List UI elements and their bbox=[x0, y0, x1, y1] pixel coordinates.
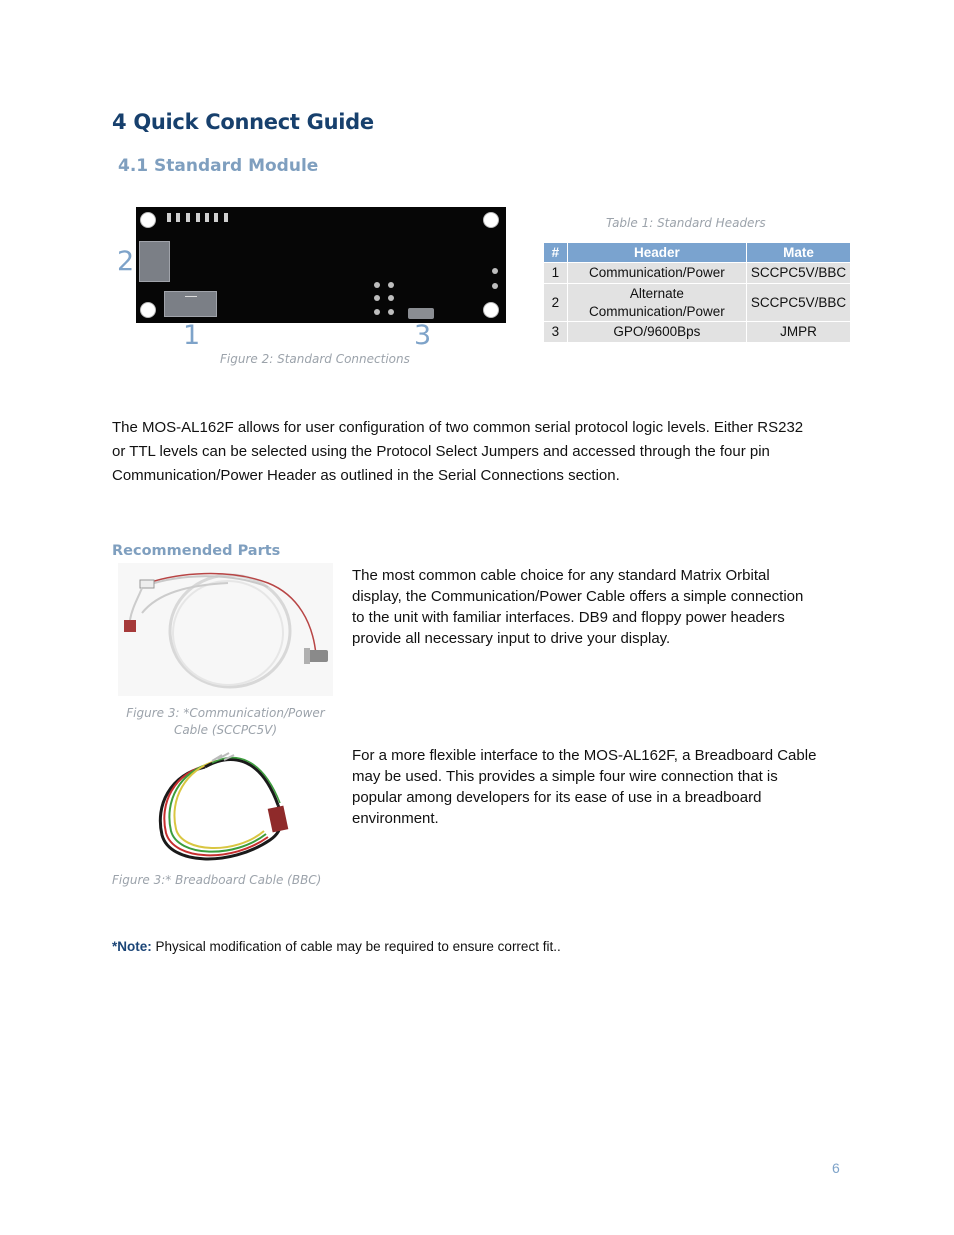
cell-header bbox=[567, 284, 746, 322]
cell-header-line: Communication/Power bbox=[589, 303, 725, 319]
description-line: provide all necessary input to drive your display. bbox=[352, 630, 671, 647]
intro-paragraph bbox=[112, 416, 852, 488]
figure-2-caption: Figure 2: Standard Connections bbox=[220, 352, 410, 366]
breadboard-cable-image bbox=[150, 745, 300, 870]
board-pad bbox=[492, 283, 498, 289]
lcd-pin bbox=[205, 213, 209, 222]
intro-line: or TTL levels can be selected using the Protocol Select Jumpers and accessed through the four pin bbox=[112, 443, 770, 460]
cell-mate: SCCPC5V/BBC bbox=[747, 263, 851, 284]
jumper-header bbox=[408, 308, 434, 319]
note bbox=[112, 939, 561, 954]
cell-mate: SCCPC5V/BBC bbox=[747, 284, 851, 322]
note-label: *Note: bbox=[112, 939, 152, 954]
figure-3a-caption-line: Cable (SCCPC5V) bbox=[173, 723, 278, 737]
alt-header-block bbox=[139, 241, 170, 282]
comm-power-cable-description bbox=[352, 565, 847, 649]
column-header-mate: Mate bbox=[747, 243, 851, 263]
lcd-pin bbox=[196, 213, 200, 222]
section-subtitle: 4.1 Standard Module bbox=[118, 156, 319, 176]
standard-headers-table bbox=[543, 242, 851, 343]
figure-label-2: 2 bbox=[117, 246, 135, 277]
description-line: popular among developers for its ease of use in a breadboard bbox=[352, 789, 762, 806]
table-1-caption: Table 1: Standard Headers bbox=[606, 216, 766, 230]
note-text: Physical modification of cable may be required to ensure correct fit.. bbox=[151, 939, 561, 954]
cell-mate: JMPR bbox=[747, 322, 851, 343]
standard-module-image bbox=[136, 207, 506, 323]
mounting-hole bbox=[140, 302, 156, 318]
intro-line: Communication/Power Header as outlined in the Serial Connections section. bbox=[112, 467, 620, 484]
gpo-pin bbox=[374, 295, 380, 301]
table-row bbox=[544, 284, 851, 322]
intro-line: The MOS-AL162F allows for user configuration of two common serial protocol logic levels. Either RS232 bbox=[112, 419, 804, 436]
column-header-header: Header bbox=[567, 243, 746, 263]
mounting-hole bbox=[140, 212, 156, 228]
gpo-pin bbox=[374, 282, 380, 288]
description-line: For a more flexible interface to the MOS-AL162F, a Breadboard Cable bbox=[352, 747, 817, 764]
comm-power-cable-image bbox=[118, 563, 333, 696]
cable-drawing bbox=[118, 563, 333, 696]
table-header-row bbox=[544, 243, 851, 263]
description-line: to the unit with familiar interfaces. DB9 and floppy power headers bbox=[352, 609, 785, 626]
cell-header: GPO/9600Bps bbox=[567, 322, 746, 343]
board-pad bbox=[492, 268, 498, 274]
mounting-hole bbox=[483, 302, 499, 318]
table-row bbox=[544, 322, 851, 343]
lcd-pin bbox=[214, 213, 218, 222]
gpo-pin bbox=[388, 309, 394, 315]
cell-number: 3 bbox=[544, 322, 568, 343]
breadboard-cable-drawing bbox=[150, 745, 300, 870]
figure-3a-caption bbox=[118, 705, 333, 739]
mounting-hole bbox=[483, 212, 499, 228]
gpo-pin bbox=[374, 309, 380, 315]
cell-header-line: Alternate bbox=[629, 285, 684, 301]
lcd-pin bbox=[167, 213, 171, 222]
gpo-pin bbox=[388, 295, 394, 301]
figure-3b-caption: Figure 3:* Breadboard Cable (BBC) bbox=[112, 873, 322, 887]
cell-number: 1 bbox=[544, 263, 568, 284]
figure-label-3: 3 bbox=[414, 320, 432, 351]
section-title: 4 Quick Connect Guide bbox=[112, 110, 374, 134]
comm-power-header-block bbox=[164, 291, 217, 317]
gpo-pin bbox=[388, 282, 394, 288]
lcd-pin bbox=[224, 213, 228, 222]
description-line: may be used. This provides a simple four wire connection that is bbox=[352, 768, 778, 785]
figure-label-1: 1 bbox=[183, 320, 201, 351]
description-line: environment. bbox=[352, 810, 439, 827]
cell-header: Communication/Power bbox=[567, 263, 746, 284]
description-line: display, the Communication/Power Cable offers a simple connection bbox=[352, 588, 804, 605]
lcd-pin bbox=[186, 213, 190, 222]
page-number: 6 bbox=[832, 1160, 840, 1176]
table-row bbox=[544, 263, 851, 284]
lcd-pin bbox=[176, 213, 180, 222]
figure-3a-caption-line: Figure 3: *Communication/Power bbox=[126, 706, 325, 720]
recommended-parts-heading: Recommended Parts bbox=[112, 543, 281, 559]
column-header-number: # bbox=[544, 243, 568, 263]
description-line: The most common cable choice for any standard Matrix Orbital bbox=[352, 567, 770, 584]
breadboard-cable-description bbox=[352, 745, 847, 829]
cell-number: 2 bbox=[544, 284, 568, 322]
